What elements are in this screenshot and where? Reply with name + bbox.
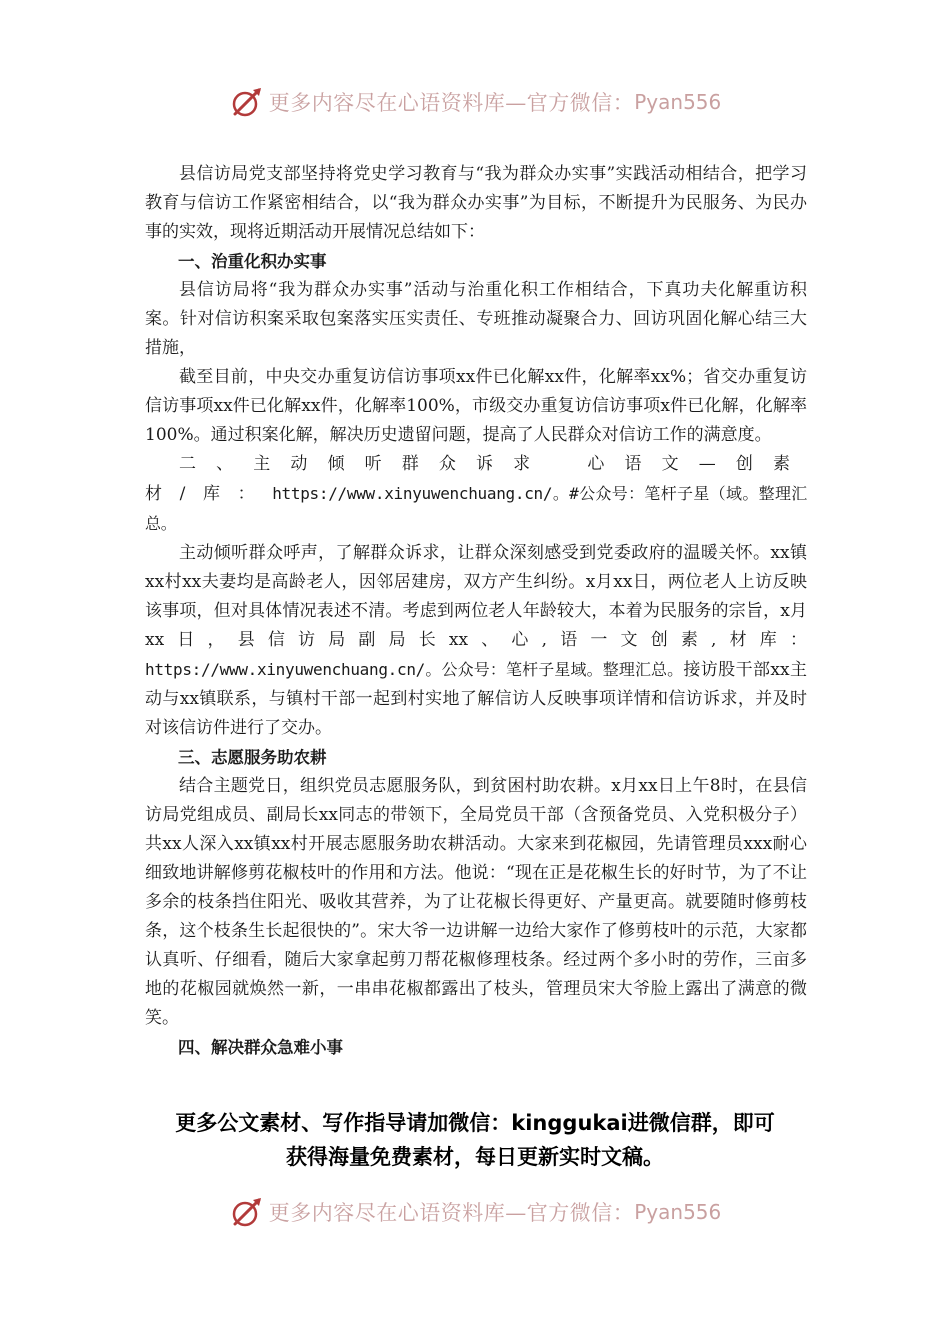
promo-line-2: 获得海量免费素材，每日更新实时文稿。 [286, 1145, 664, 1169]
section-3-heading: 三、志愿服务助农耕 [178, 748, 327, 767]
intro-paragraph: 县信访局党支部坚持将党史学习教育与“我为群众办实事”实践活动相结合，把学习教育与信访工作紧密相结合，以“我为群众办实事”为目标，不断提升为民服务、为民办事的实效，现将近期活动开展情况总结如下： [145, 164, 807, 242]
section-2-paragraph [145, 539, 807, 743]
section-2-heading [145, 450, 807, 539]
section-2-heading-url: https://www.xinyuwenchuang.cn/。#公众号：笔杆子星（域。整理汇总。 [145, 484, 807, 533]
section-4-heading: 四、解决群众急难小事 [178, 1038, 343, 1057]
section-1-paragraph-2: 截至目前，中央交办重复访信访事项xx件已化解xx件，化解率xx%；省交办重复访信访事项xx件已化解xx件，化解率100%，市级交办重复访信访事项x件已化解，化解率100%。通过积案化解，解决历史遗留问题，提高了人民群众对信访工作的满意度。 [145, 367, 807, 445]
footer-banner-wechat-id: Pyan556 [634, 1200, 722, 1224]
header-banner [0, 82, 950, 122]
promo-block [120, 1106, 830, 1174]
banner-text: 更多内容尽在心语资料库—官方微信： [268, 91, 635, 115]
pen-logo-icon [229, 1194, 265, 1230]
document-body [145, 160, 807, 1062]
section-2-paragraph-url: https://www.xinyuwenchuang.cn/。公众号：笔杆子星域。整理汇总。 [145, 660, 684, 679]
section-3-paragraph: 结合主题党日，组织党员志愿服务队，到贫困村助农耕。x月xx日上午8时，在县信访局党组成员、副局长xx同志的带领下，全局党员干部（含预备党员、入党积极分子）共xx人深入xx镇xx村开展志愿服务助农耕活动。大家来到花椒园，先请管理员xxx耐心细致地讲解修剪花椒枝叶的作用和方法。他说：“现在正是花椒生长的好时节，为了不让多余的枝条挡住阳光、吸收其营养，为了让花椒长得更好、产量更高。就要随时修剪枝条，这个枝条生长起很快的”。宋大爷一边讲解一边给大家作了修剪枝叶的示范，大家都认真听、仔细看，随后大家拿起剪刀帮花椒修理枝条。经过两个多小时的劳作，三亩多地的花椒园就焕然一新，一串串花椒都露出了枝头，管理员宋大爷脸上露出了满意的微笑。 [145, 776, 807, 1028]
footer-banner [0, 1192, 950, 1232]
banner-wechat-id: Pyan556 [634, 90, 722, 114]
pen-logo-icon [229, 84, 265, 120]
promo-line-1: 更多公文素材、写作指导请加微信：kinggukai进微信群，即可 [175, 1111, 775, 1135]
section-1-paragraph-1: 县信访局将“我为群众办实事”活动与治重化积工作相结合，下真功夫化解重访积案。针对信访积案采取包案落实压实责任、专班推动凝聚合力、回访巩固化解心结三大措施， [145, 280, 807, 358]
section-1-heading: 一、治重化积办实事 [178, 252, 327, 271]
section-2-heading-text: 二、主动倾听群众诉求 心语文—创素材/库： [145, 454, 807, 504]
section-2-paragraph-text: 主动倾听群众呼声，了解群众诉求，让群众深刻感受到党委政府的温暖关怀。xx镇xx村xx夫妻均是高龄老人，因邻居建房，双方产生纠纷。x月xx日，两位老人上访反映该事项，但对具体情况表述不清。考虑到两位老人年龄较大，本着为民服务的宗旨，x月xx日，县信访局副局长xx、心,语一文创素,材库： [145, 543, 807, 650]
footer-banner-text: 更多内容尽在心语资料库—官方微信： [268, 1201, 635, 1225]
section-2-paragraph-tail: 接访股干部xx主动与xx镇联系，与镇村干部一起到村实地了解信访人反映事项详情和信访诉求，并及时对该信访件进行了交办。 [145, 660, 807, 738]
